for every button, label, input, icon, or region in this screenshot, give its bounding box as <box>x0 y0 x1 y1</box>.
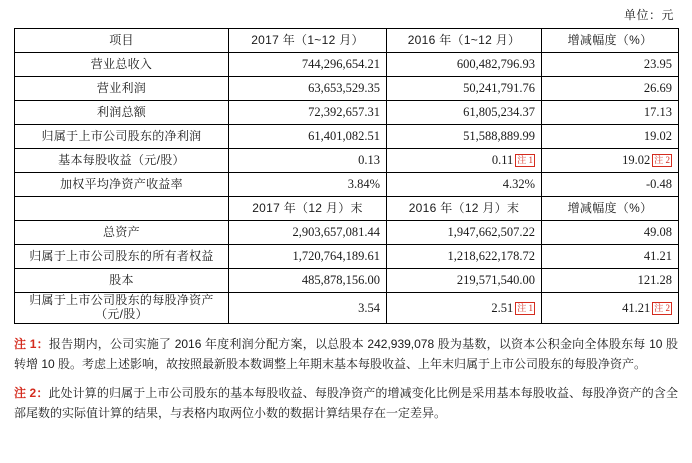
table-row <box>15 269 679 293</box>
table-body <box>15 29 679 324</box>
row-label: 归属于上市公司股东的所有者权益 <box>15 245 229 269</box>
row-change: 19.02 <box>542 125 679 149</box>
header-item: 项目 <box>15 29 229 53</box>
table-row <box>15 221 679 245</box>
table-row <box>15 101 679 125</box>
row-change: 26.69 <box>542 77 679 101</box>
row-change-cell <box>542 293 679 324</box>
table-row <box>15 77 679 101</box>
footnotes-section <box>14 334 678 425</box>
row-change: 19.02 <box>622 153 651 168</box>
footnote-marker-2: 注 2 <box>654 302 670 313</box>
row-value-2016: 0.11 <box>491 153 514 168</box>
table-row <box>15 173 679 197</box>
footnote-1-text: 报告期内，公司实施了 2016 年度利润分配方案，以总股本 242,939,078 股为基数，以资本公积金向全体股东每 10 股转增 10 股。考虑上述影响，故按照最新股本数调整上年期末基本每股收益、上年末归属于上市公司股东的每股净资产。 <box>14 336 678 372</box>
footnote-1-tag: 注 1： <box>14 336 49 351</box>
row-change: 17.13 <box>542 101 679 125</box>
row-change: 41.21 <box>542 245 679 269</box>
row-change: -0.48 <box>542 173 679 197</box>
row-change-cell <box>542 149 679 173</box>
row-value-2016: 50,241,791.76 <box>387 77 542 101</box>
row-value-2017: 3.84% <box>229 173 387 197</box>
row-value-2017: 2,903,657,081.44 <box>229 221 387 245</box>
header-2016-period: 2016 年（1~12 月） <box>387 29 542 53</box>
row-label: 营业利润 <box>15 77 229 101</box>
row-change: 23.95 <box>542 53 679 77</box>
row-change: 121.28 <box>542 269 679 293</box>
row-value-2016: 2.51 <box>491 300 514 315</box>
row-label: 归属于上市公司股东的每股净资产（元/股） <box>15 293 229 324</box>
row-value-2017: 61,401,082.51 <box>229 125 387 149</box>
row-value-2016: 51,588,889.99 <box>387 125 542 149</box>
footnote-marker-1: 注 1 <box>517 302 533 313</box>
footnote-marker-1: 注 1 <box>517 155 533 166</box>
row-value-2017: 72,392,657.31 <box>229 101 387 125</box>
row-value-2016: 4.32% <box>387 173 542 197</box>
header-2016-endperiod: 2016 年（12 月）末 <box>387 197 542 221</box>
footnote-marker-2: 注 2 <box>654 155 670 166</box>
header-change-period: 增减幅度（%） <box>542 29 679 53</box>
footnote-2-tag: 注 2： <box>14 385 49 400</box>
header-change-endperiod: 增减幅度（%） <box>542 197 679 221</box>
row-value-2017: 3.54 <box>229 293 387 324</box>
row-value-2017: 744,296,654.21 <box>229 53 387 77</box>
table-row <box>15 293 679 324</box>
table-row <box>15 149 679 173</box>
footnote-1 <box>14 334 678 375</box>
header-item-blank <box>15 197 229 221</box>
row-value-2016: 219,571,540.00 <box>387 269 542 293</box>
row-label: 股本 <box>15 269 229 293</box>
table-header-row-period <box>15 29 679 53</box>
row-label: 总资产 <box>15 221 229 245</box>
footnote-2-text: 此处计算的归属于上市公司股东的基本每股收益、每股净资产的增减变化比例是采用基本每股收益、每股净资产的含全部尾数的实际值计算的结果，与表格内取两位小数的数据计算结果存在一定差异。 <box>14 385 678 421</box>
header-2017-period: 2017 年（1~12 月） <box>229 29 387 53</box>
row-label: 基本每股收益（元/股） <box>15 149 229 173</box>
table-row <box>15 53 679 77</box>
row-change: 41.21 <box>622 300 651 315</box>
row-change: 49.08 <box>542 221 679 245</box>
row-value-2016: 1,947,662,507.22 <box>387 221 542 245</box>
header-2017-endperiod: 2017 年（12 月）末 <box>229 197 387 221</box>
row-value-2016-cell <box>387 149 542 173</box>
row-value-2017: 63,653,529.35 <box>229 77 387 101</box>
row-label: 加权平均净资产收益率 <box>15 173 229 197</box>
row-label: 利润总额 <box>15 101 229 125</box>
unit-label: 单位：元 <box>623 8 674 22</box>
table-row <box>15 125 679 149</box>
table-header-row-endperiod <box>15 197 679 221</box>
row-value-2016: 1,218,622,178.72 <box>387 245 542 269</box>
row-label: 归属于上市公司股东的净利润 <box>15 125 229 149</box>
footnote-2 <box>14 383 678 424</box>
row-value-2016: 600,482,796.93 <box>387 53 542 77</box>
table-row <box>15 245 679 269</box>
row-label: 营业总收入 <box>15 53 229 77</box>
row-value-2016: 61,805,234.37 <box>387 101 542 125</box>
row-value-2017: 1,720,764,189.61 <box>229 245 387 269</box>
row-value-2017: 485,878,156.00 <box>229 269 387 293</box>
financial-summary-table <box>14 28 679 324</box>
row-value-2016-cell <box>387 293 542 324</box>
row-value-2017: 0.13 <box>229 149 387 173</box>
